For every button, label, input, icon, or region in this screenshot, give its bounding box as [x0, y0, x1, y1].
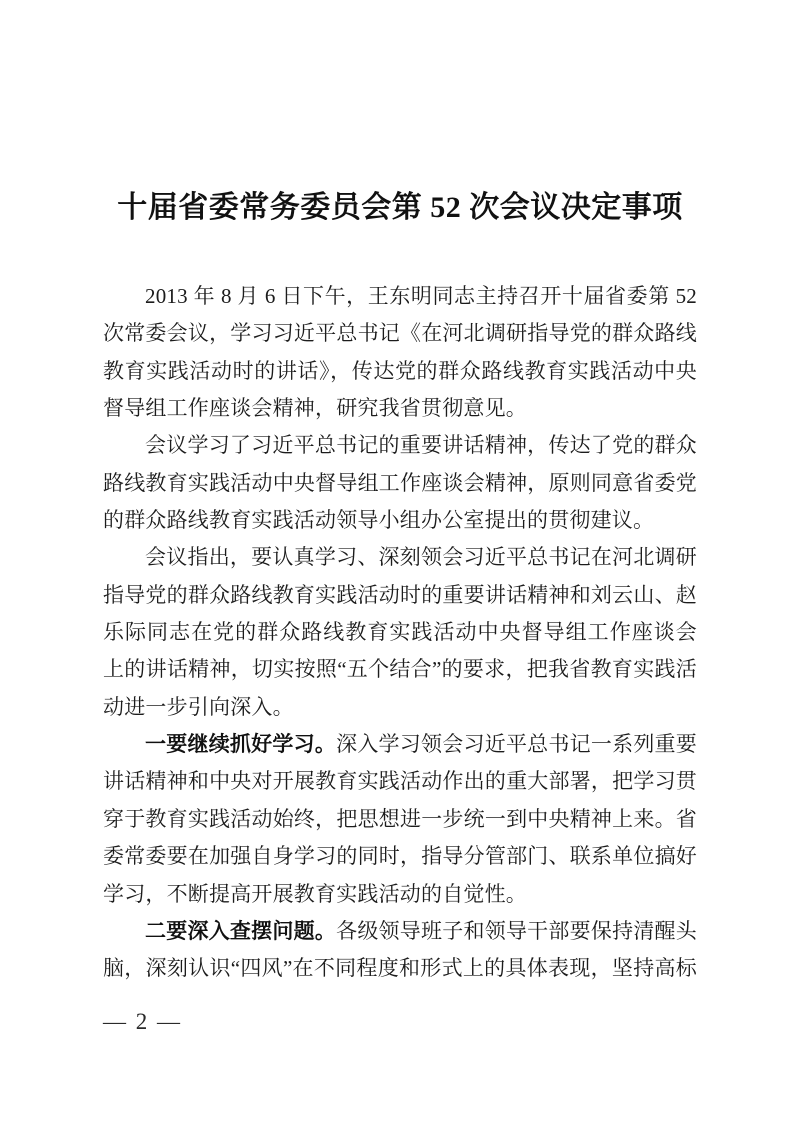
text-line: 穿于教育实践活动始终，把思想进一步统一到中央精神上来。省 [103, 806, 697, 831]
paragraph [103, 427, 697, 539]
text-line: 脑，深刻认识“四风”在不同程度和形式上的具体表现，坚持高标 [103, 956, 697, 981]
text-line: 二要深入查摆问题。各级领导班子和领导干部要保持清醒头 [145, 918, 697, 943]
text-line: 学习，不断提高开展教育实践活动的自觉性。 [103, 881, 527, 906]
text-line: 路线教育实践活动中央督导组工作座谈会精神，原则同意省委党 [103, 470, 697, 495]
text-line: 会议指出，要认真学习、深刻领会习近平总书记在河北调研 [145, 545, 697, 570]
text-line: 委常委要在加强自身学习的同时，指导分管部门、联系单位搞好 [103, 844, 697, 869]
paragraph-lead-emphasis: 二要深入查摆问题。 [145, 919, 337, 943]
text-line: 乐际同志在党的群众路线教育实践活动中央督导组工作座谈会 [103, 620, 697, 645]
text-line: 动进一步引向深入。 [103, 694, 294, 719]
paragraph [103, 726, 697, 913]
text-line: 讲话精神和中央对开展教育实践活动作出的重大部署，把学习贯 [103, 769, 697, 794]
text-line: 次常委会议，学习习近平总书记《在河北调研指导党的群众路线 [103, 321, 697, 346]
text-line: 的群众路线教育实践活动领导小组办公室提出的贯彻建议。 [103, 508, 655, 533]
paragraph [103, 539, 697, 726]
text-line: 一要继续抓好学习。深入学习领会习近平总书记一系列重要 [145, 732, 697, 757]
text-line: 教育实践活动时的讲话》，传达党的群众路线教育实践活动中央 [103, 358, 697, 383]
text-line: 上的讲话精神，切实按照“五个结合”的要求，把我省教育实践活 [103, 657, 697, 682]
paragraph [103, 278, 697, 427]
text-line: 指导党的群众路线教育实践活动时的重要讲话精神和刘云山、赵 [103, 582, 697, 607]
text-line: 会议学习了习近平总书记的重要讲话精神，传达了党的群众 [145, 433, 697, 458]
page-number: — 2 — [103, 1009, 182, 1034]
text-line: 督导组工作座谈会精神，研究我省贯彻意见。 [103, 396, 527, 421]
paragraph [103, 913, 697, 988]
document-title: 十届省委常务委员会第 52 次会议决定事项 [117, 191, 683, 224]
text-line: 2013 年 8 月 6 日下午，王东明同志主持召开十届省委第 52 [145, 284, 697, 308]
document-body [103, 278, 697, 988]
paragraph-lead-emphasis: 一要继续抓好学习。 [145, 733, 337, 757]
